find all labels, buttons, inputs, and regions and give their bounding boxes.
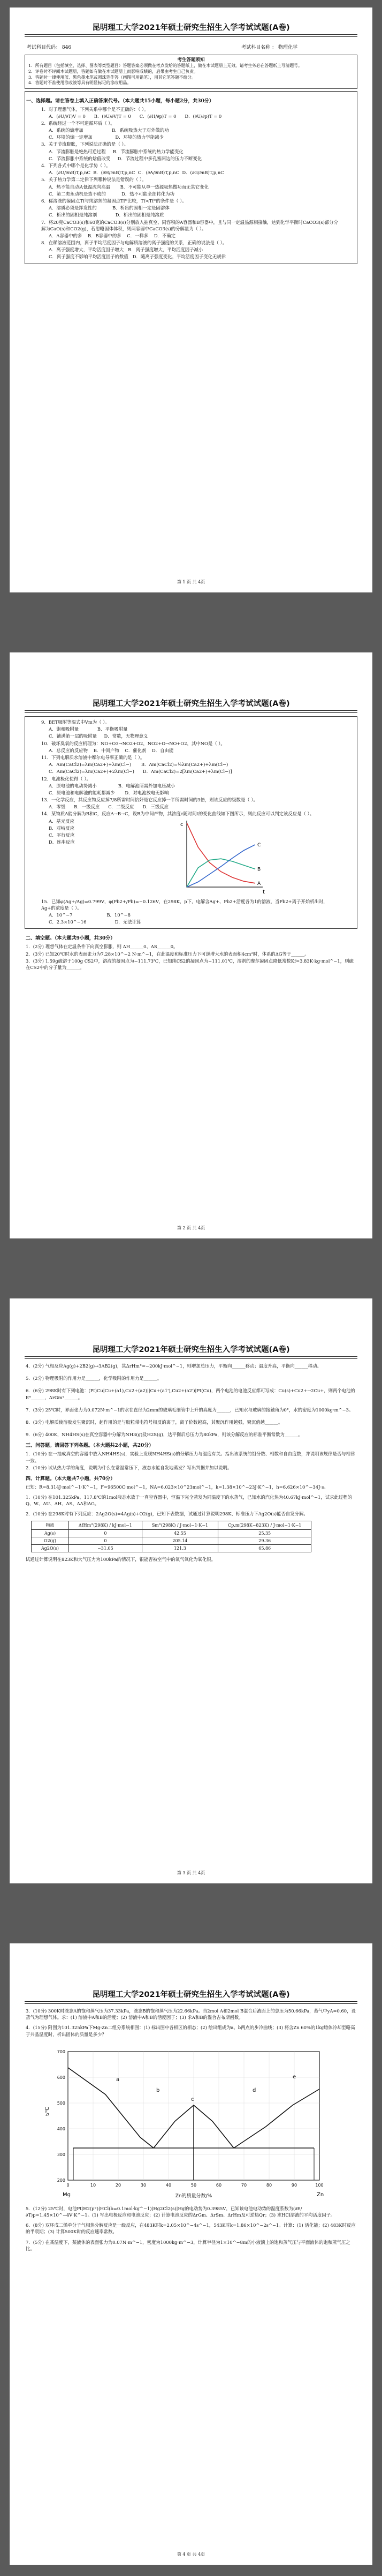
section-1-box bbox=[25, 91, 357, 264]
option: C．2.3×10^−16 D．无法计算 bbox=[49, 919, 141, 925]
table-row bbox=[32, 1537, 311, 1544]
fill-question: 6．(6分) 298K时有下列电池：(Pt)Cu|Cu+(a1),Cu2+(a2)||Cu+(a1'),Cu2+(a2')|Pt(Cu)，两个电池的电池反应都可写成：Cu(s)+Cu2+→2Cu+，则两个电池的E°______，ΔrGm°______。 bbox=[26, 1388, 355, 1400]
svg-text:10: 10 bbox=[90, 2182, 96, 2188]
option: A．(∂U/∂nB)T,p,nC B．(∂H/∂nB)T,p,nC C．(∂A/∂nB)T,p,nC D．(∂G/∂nB)T,p,nC bbox=[49, 170, 224, 176]
svg-text:40: 40 bbox=[165, 2182, 172, 2188]
option: A．零级 B．一级反应 C．二级反应 D．三级反应 bbox=[49, 804, 169, 810]
table-cell: Ag2O(s) bbox=[32, 1544, 69, 1552]
calc-question: 6．(8分) 双环戊二烯单分子气相热分解反应是一级反应，在483K时k=2.05×10^−4s^−1，543K时k=1.86×10^−2s^−1。计算：(1) 活化能；(2) 483K时反应的半衰期；(3) 计算500K时的反应速率常数。 bbox=[26, 2222, 356, 2235]
option: A．原电池的电动势减小 B．电解池所需外加电压减小 bbox=[49, 783, 175, 788]
table-cell: 65.86 bbox=[218, 1544, 311, 1552]
table-header: Sm°(298K) / J·mol−1·K−1 bbox=[142, 1521, 218, 1529]
option: C．平行反应 bbox=[49, 832, 75, 838]
subject-name: 考试科目名称 ： 物理化学 bbox=[241, 45, 297, 50]
svg-text:600: 600 bbox=[57, 2075, 65, 2080]
series-label: C bbox=[257, 842, 261, 848]
table-cell: 42.55 bbox=[142, 1529, 218, 1537]
table-header: Cp,m(298K~823K) / J·mol−1·K−1 bbox=[218, 1521, 311, 1529]
svg-text:70: 70 bbox=[241, 2182, 247, 2188]
table-cell: O2(g) bbox=[32, 1537, 69, 1544]
notice-item: 4．答题时不准使用涂改液等具有明显标记的涂改用品。 bbox=[28, 80, 132, 86]
svg-text:80: 80 bbox=[266, 2182, 272, 2188]
fill-question: 3．(3分) 1.59g硫溶于100g CS2中，溶液的凝固点为−111.73℃，已知纯CS2的凝固点为−111.01℃，溶剂的摩尔凝固点降低常数Kf=3.83K·kg·mol^−1，则硫在CS2中的分子量为______。 bbox=[26, 958, 354, 970]
table-row bbox=[32, 1529, 311, 1537]
option: A．系统的熵增加 B．系统吸热大于对外做的功 bbox=[49, 127, 169, 133]
notice-title: 考生答题须知 bbox=[177, 57, 205, 63]
essay-question: 2．(10分) 试从热力学的角度，说明为什么在常温常压下，液态水能自发地蒸发？写出判据并加以说明。 bbox=[26, 1465, 232, 1470]
x-axis-title: Zn的质量分数/% bbox=[175, 2193, 212, 2199]
candidate-notice bbox=[25, 55, 357, 89]
y-axis-title: t/℃ bbox=[45, 2107, 50, 2116]
point-label: a bbox=[116, 2076, 120, 2083]
option: A．溶质必须是挥发性的 B．析出的固相一定是固溶体 bbox=[49, 205, 170, 211]
notice-item: 1．所有题目（包括填空、选择、图表等类型题目）答题答案必须做在考点发给的答题纸上，做在本试题册上无效。请考生务必在答题纸上写清题号。 bbox=[28, 63, 302, 69]
table-cell: 0 bbox=[68, 1537, 142, 1544]
page-footer: 第 4 页 共 4页 bbox=[177, 2552, 205, 2557]
right-component-label: Zn bbox=[317, 2191, 324, 2198]
title-rule-thin bbox=[25, 2003, 357, 2004]
option: C．Λm(CaCl2)=λm(Ca2+)+2λm(Cl−) D．Λm(CaCl2)=2[λm(Ca2+)+λm(Cl−)] bbox=[49, 769, 232, 775]
page-footer: 第 3 页 共 4页 bbox=[177, 1871, 205, 1875]
question-stem: 13．一化学反应，其反应物反应掉7/8所需时间恰好是它反应掉一半所需时间的3倍，则该反应的级数是（ ）。 bbox=[41, 797, 258, 803]
table-cell: 0 bbox=[68, 1529, 142, 1537]
exam-page-2 bbox=[10, 652, 372, 1238]
table-cell: 205.14 bbox=[142, 1537, 218, 1544]
question-stem: 2．系统经过一个不可逆循环后（ ）。 bbox=[41, 120, 115, 126]
concentration-time-chart bbox=[175, 817, 277, 898]
svg-text:100: 100 bbox=[315, 2182, 324, 2188]
q14-options bbox=[25, 817, 175, 846]
svg-text:300: 300 bbox=[57, 2152, 65, 2157]
diagram-x-ticks bbox=[66, 2183, 323, 2188]
question-stem: 3．关于节流膨胀，下列说法正确的是（ ）。 bbox=[41, 141, 128, 147]
exam-page-3 bbox=[10, 1298, 372, 1883]
notice-item: 2．评卷时不评阅本试题册，答题如有做在本试题册上而影响成绩的，后果由考生自己负责。 bbox=[28, 69, 198, 74]
calc-question: 1．(10分) 在101.325kPa、117.8℃的1mol液态水放于一真空容器中，恒温下完全蒸发为同温度下的水蒸气，已知水的汽化热为40.67kJ·mol^−1，试求此过程的Q、W、ΔU、ΔH、ΔS、ΔA和ΔG。 bbox=[26, 1494, 352, 1507]
question-stem: 14．某物质A能分解为B和C，反应A→B→C，设B为中间产物，其浓度c随时间t的变化曲线如下图所示，则此反应可以判定该反应是（ ）。 bbox=[41, 811, 315, 817]
title-rule bbox=[25, 34, 357, 35]
option: A．10^−7 B．10^−8 bbox=[49, 912, 131, 918]
section-title: 三、问答题。请回答下列各题。（本大题共2小题，共20分） bbox=[26, 1443, 154, 1449]
question-stem: 6．稀溶液的凝固点Tf与纯溶剂的凝固点Tf*比较，Tf<Tf*的条件是（ ）。 bbox=[41, 198, 187, 204]
svg-text:20: 20 bbox=[115, 2182, 121, 2188]
fill-question: 2．(3分) 已知20℃时水的表面张力为7.28×10^−2 N·m^−1，在此温度和标准压力下可逆增大水的表面积4cm²时，体系的ΔG等于______。 bbox=[26, 951, 309, 957]
svg-text:400: 400 bbox=[57, 2126, 65, 2131]
page-title: 昆明理工大学2021年硕士研究生招生入学考试试题(A卷) bbox=[92, 1991, 290, 1999]
page-title: 昆明理工大学2021年硕士研究生招生入学考试试题(A卷) bbox=[92, 24, 290, 32]
option: C．析出的固相是纯溶剂 D．析出的固相是纯溶质 bbox=[49, 212, 164, 218]
point-label: e bbox=[293, 2074, 296, 2080]
svg-text:200: 200 bbox=[57, 2177, 65, 2183]
exam-page-1 bbox=[10, 7, 372, 592]
option: A．热不能自动从低温流向高温 B．不可能从单一热源吸热做功而无其它变化 bbox=[49, 184, 209, 190]
option: C．环境的熵一定增加 D．环境的热力学能减少 bbox=[49, 134, 164, 140]
point-label: d bbox=[253, 2087, 256, 2093]
calc-question: 4．(15分) 附图为101.325kPa下Mg-Zn二组分系统相图：(1) 标出图中各相区的相态；(2) 绘出组成为a、b两点的步冷曲线；(3) 将含Zn 60%的1kg熔体冷却至略高于共晶温度时，析出固体的质量是多少？ bbox=[26, 2025, 355, 2037]
svg-text:30: 30 bbox=[140, 2182, 147, 2188]
option: A．饱和吸附量 B．平衡吸附量 bbox=[49, 726, 128, 732]
calc-question: 3．(10分) 300K时液态A的饱和蒸气压为37.33kPa，液态B的饱和蒸气压为22.66kPa。当2mol A和2mol B混合后液面上的总压为50.66kPa，蒸气中yA=0.60，设蒸气为理想气体。求：(1) 溶液中A和B的活度；(2) 溶液中A和B的活度因子；(3) 求A和B的混合吉布斯函数。 bbox=[26, 2008, 356, 2021]
section-title: 二、填空题。（本大题共9小题，共30分） bbox=[26, 936, 116, 942]
svg-text:60: 60 bbox=[216, 2182, 222, 2188]
option: A．节流膨胀是绝热可逆过程 B．节流膨胀中系统的热力学能变化 bbox=[49, 148, 184, 154]
question-stem: 1．对于理想气体，下列关系中哪个是不正确的：（ ）。 bbox=[41, 106, 149, 112]
fill-question: 9．(6分) 400K，NH4HS(s)在真空容器中分解为NH3(g)及H2S(g)，达平衡后总压力为80kPa，则该分解反应的标准平衡常数为______。 bbox=[26, 1432, 303, 1438]
thermo-data-table bbox=[31, 1521, 311, 1552]
option: A．离子强度增大，平均活度因子增大 B．离子强度增大，平均活度因子减小 bbox=[49, 247, 203, 253]
q14-options-with-chart bbox=[25, 817, 357, 898]
option: C．第二类永动机是造不成的 D．热不可能全部转化为功 bbox=[49, 191, 175, 197]
calc-note: 试通过计算说明在823K和大气压力为100kPa的情况下，银能否被空气中的氧气氧化为氧化银。 bbox=[26, 1556, 216, 1562]
option: A．A容器中的多 B．B容器中的多 C．一样多 D．不确定 bbox=[49, 232, 176, 238]
y-axis-label: c bbox=[180, 821, 184, 828]
question-stem: 11．下列电解质水溶液中摩尔电导率正确的是（ ）。 bbox=[41, 754, 145, 760]
section-1-continued-box bbox=[25, 716, 357, 929]
section-title: 一、选择题。请在答卷上填入正确答案代号。（本大题共15小题，每小题2分，共30分） bbox=[26, 98, 214, 104]
table-cell: 121.3 bbox=[142, 1544, 218, 1552]
point-label: c bbox=[191, 2096, 194, 2102]
option: C．原电池和电解池的能耗都减少 D．对电池放电无影响 bbox=[49, 790, 169, 795]
calc-question: 5．(12分) 25℃时，电池Pt|H2(p°)|HCl(b=0.1mol·kg^−1)|Hg2Cl2(s)|Hg的电动势为0.3985V，已知该电池电动势的温度系数为(∂E/∂T)p=1.45×10^−4V·K^−1。(1) 写出电极反应和电池反应；(2) 计算电池反应的ΔrGm、ΔrSm、ΔrHm及可逆热Qr；(3) 求HCl溶液的平均活度因子。 bbox=[26, 2205, 335, 2218]
constants: 已知：R=8.314J·mol^−1·K^−1，F=96500C·mol^−1，NA=6.023×10^23mol^−1，k=1.38×10^−23J·K^−1，h=6.626×10^−34J·s。 bbox=[26, 1484, 328, 1490]
series-label: B bbox=[257, 867, 261, 873]
fill-question: 5．(2分) 物理吸附的作用力是______，化学吸附的作用力是______。 bbox=[26, 1376, 162, 1381]
page-title: 昆明理工大学2021年硕士研究生招生入学考试试题(A卷) bbox=[92, 1346, 290, 1354]
table-header: ΔfHm°(298K) / kJ·mol−1 bbox=[68, 1521, 142, 1529]
svg-text:0: 0 bbox=[66, 2182, 70, 2188]
option: A．总反应的反应物 B．中间产物 C．催化剂 D．自由能 bbox=[49, 747, 174, 753]
option: C．铺满第一层的吸附量 D．常数，无物理意义 bbox=[49, 733, 148, 739]
exam-page-4 bbox=[10, 1943, 372, 2565]
question-stem: 8．在稀溶液范围内，离子平均活度因子与电解质溶液的离子强度的关系，正确的说法是（ ）。 bbox=[41, 240, 227, 246]
option: B．对峙反应 bbox=[49, 825, 75, 831]
table-header: 物质 bbox=[32, 1521, 69, 1529]
table-header-row bbox=[32, 1521, 311, 1529]
svg-text:500: 500 bbox=[57, 2100, 65, 2106]
svg-text:700: 700 bbox=[57, 2049, 65, 2054]
option: A．(∂U/∂T)V = 0 B．(∂U/∂V)T = 0 C．(∂H/∂p)T = 0 D．(∂U/∂p)T = 0 bbox=[49, 113, 222, 119]
title-rule-thin bbox=[25, 712, 357, 713]
svg-text:50: 50 bbox=[190, 2182, 197, 2188]
title-rule bbox=[25, 1356, 357, 1357]
notice-item: 3．答题时一律使用蓝、黑色墨水笔或圆珠笔作答（画图可用铅笔），用其它笔答题不给分。 bbox=[28, 74, 196, 80]
page-footer: 第 2 页 共 4页 bbox=[177, 1226, 205, 1230]
question-stem: 10．破坏臭氧的反应机理为：NO+O3→NO2+O2，NO2+O→NO+O2，其中NO是（ ）。 bbox=[41, 740, 225, 746]
title-rule bbox=[25, 710, 357, 711]
fill-question: 4．(2分) 气相反应Ag(g)+2B2(g)→3AB2(g)，其ΔrHm°=−200kJ·mol^−1，则增加总压力，平衡向______移动；温度升高，平衡向______移动。 bbox=[26, 1363, 322, 1369]
table-cell: 29.36 bbox=[218, 1537, 311, 1544]
option: C．离子强度不影响平均活度因子的数值 D．随离子强度变化，平均活度因子变化无规律 bbox=[49, 254, 226, 260]
svg-text:90: 90 bbox=[291, 2182, 297, 2188]
option: C．节流膨胀中系统的焓值改变 D．节流过程中多孔塞两边的压力不断变化 bbox=[49, 155, 202, 161]
page-title: 昆明理工大学2021年硕士研究生招生入学考试试题(A卷) bbox=[92, 700, 290, 708]
question-stem: 7．将20克CaCO3(s)和60克的CaCO3(s)分别放入抽真空、同容积的A容器和B容器中，且与同一定温热源相接触，达到化学平衡时CaCO3(s)部分分解为CaO(s)和CO2(g)，若忽略固体体积，则两容器中CaCO3(s)的分解量为（ ）。 bbox=[41, 219, 338, 231]
diagram-y-ticks bbox=[57, 2049, 65, 2183]
fill-question: 7．(3分) 25℃时，界面张力为0.072N·m^−1的水在直径为2mm的玻璃毛细管中上升的高度为______，已知水与玻璃的接触角为0°，水的密度为1000kg·m^−3。 bbox=[26, 1407, 354, 1413]
title-rule-thin bbox=[25, 1358, 357, 1359]
x-axis-label: t bbox=[263, 889, 265, 895]
option: A．Λm(CaCl2)=λm(Ca2+)+λm(Cl−) B．Λm(CaCl2)=½λm(Ca2+)+λm(Cl−) bbox=[49, 762, 228, 768]
question-stem: 12．电池极化使得（ ）。 bbox=[41, 776, 91, 782]
essay-question: 1．(10分) 在一抽成真空的容器中放入NH4HS(s)，实验上发现NH4HS(s)的分解压力与温度有关。指出该系统的组分数、相数和自由度数，并说明该规律是否与相律一致。 bbox=[26, 1451, 355, 1463]
question-stem: 15．已知φ(Ag+/Ag)=0.799V，φ(Pb2+/Pb)=−0.126V，在298K，p下，电解含Ag+、Pb2+活度各为1的溶液，当Pb2+离子开始析出时，Ag+的浓度是（ ）。 bbox=[41, 898, 328, 911]
table-cell: −31.05 bbox=[68, 1544, 142, 1552]
left-component-label: Mg bbox=[63, 2191, 71, 2198]
table-cell: 25.35 bbox=[218, 1529, 311, 1537]
series-label: A bbox=[257, 881, 261, 887]
question-stem: 9．BET吸附等温式中Vm为（ ）。 bbox=[41, 719, 110, 725]
subject-header bbox=[10, 40, 372, 52]
fill-question: 1．(2分) 理想气体在定温条件下向真空膨胀，则 ΔH______0、ΔS______0。 bbox=[26, 944, 178, 950]
page-footer: 第 1 页 共 4页 bbox=[177, 580, 205, 584]
question-stem: 4．下列各式中哪个是化学势（ ）。 bbox=[41, 163, 111, 169]
option: A．基元反应 bbox=[49, 818, 74, 824]
mg-zn-phase-diagram bbox=[41, 2041, 341, 2202]
series-line-A bbox=[187, 823, 255, 883]
option: D．连串反应 bbox=[49, 839, 75, 845]
calc-question: 7．(5分) 在某温度下，某液体的表面张力为0.07N·m^−1，密度为1000kg·m^−3，计算半径为1×10^−8m的小液滴上的饱和蒸气压与平面液体的饱和蒸气压之比。 bbox=[26, 2239, 350, 2251]
title-rule-thin bbox=[25, 36, 357, 37]
title-rule bbox=[25, 2001, 357, 2002]
subject-code: 考试科目代码： 846 bbox=[27, 45, 72, 50]
chart-axes bbox=[187, 821, 263, 887]
question-stem: 5．关于热力学第二定律下列哪种说法是错误的（ ）。 bbox=[41, 177, 147, 183]
table-cell: Ag(s) bbox=[32, 1529, 69, 1537]
section-title: 四、计算题。（本大题共7小题，共70分） bbox=[26, 1476, 116, 1482]
table-row bbox=[32, 1544, 311, 1552]
point-label: b bbox=[156, 2087, 160, 2093]
calc-question: 2．(10分) 在298K时有下列反应：2Ag2O(s)=4Ag(s)+O2(g)，已知下表数据，试通过计算说明298K、标准压力下Ag2O(s)能否自发分解。 bbox=[26, 1511, 308, 1517]
fill-question: 8．(3分) 电解质使溶胶发生聚沉时，起作用的是与胶粒带电符号相反的离子，离子价数越高，其聚沉作用越强，聚沉值越______。 bbox=[26, 1419, 283, 1425]
